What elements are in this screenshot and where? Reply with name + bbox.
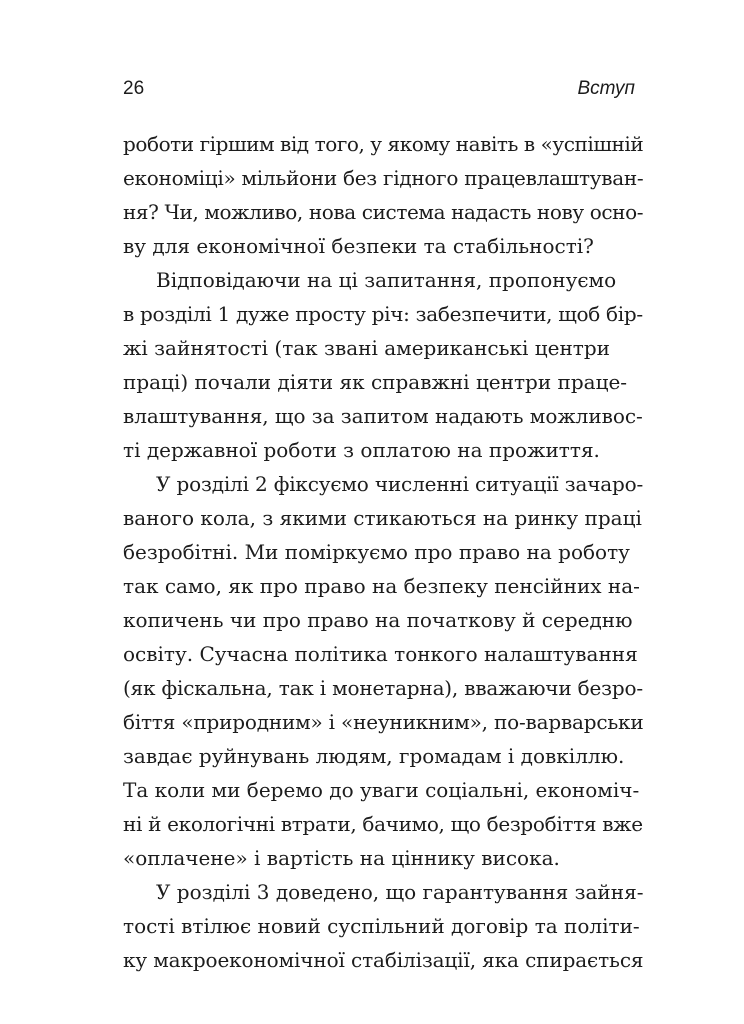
text-line: освіту. Сучасна політика тонкого налаштування [123,642,638,666]
running-head [123,76,635,102]
text-line: ваного кола, з якими стикаються на ринку праці [123,506,642,530]
text-line: ву для економічної безпеки та стабільності? [123,234,594,258]
text-line: влаштування, що за запитом надають можливос- [123,404,643,428]
page-number: 26 [123,78,145,99]
text-line: тості втілює новий суспільний договір та політи- [123,914,640,938]
text-line: економіці» мільйони без гідного працевлаштуван- [123,166,644,190]
text-line: жі зайнятості (так звані американські центри [123,336,610,360]
text-line: праці) почали діяти як справжні центри праце- [123,370,628,394]
paragraph-first-line: У розділі 3 доведено, що гарантування зайня- [156,880,644,904]
text-line: завдає руйнувань людям, громадам і довкіллю. [123,744,625,768]
text-line: ні й екологічні втрати, бачимо, що безробіття вже [123,812,643,836]
text-line: біття «природним» і «неуникним», по-варварськи [123,710,644,734]
text-line: ку макроекономічної стабілізації, яка спирається [123,948,644,972]
text-line: в розділі 1 дуже просту річ: забезпечити, щоб бір- [123,302,643,326]
text-line: копичень чи про право на початкову й середню [123,608,633,632]
text-line: Та коли ми беремо до уваги соціальні, економіч- [123,778,640,802]
body-text [123,127,643,977]
text-line: «оплачене» і вартість на ціннику висока. [123,846,560,870]
section-title: Вступ [577,78,635,99]
text-line: ня? Чи, можливо, нова система надасть нову осно- [123,200,644,224]
text-line: безробітні. Ми поміркуємо про право на роботу [123,540,630,564]
text-line: ті державної роботи з оплатою на прожиття. [123,438,600,462]
text-line: (як фіскальна, так і монетарна), вважаючи безро- [123,676,643,700]
text-line: так само, як про право на безпеку пенсійних на- [123,574,640,598]
paragraph-first-line: Відповідаючи на ці запитання, пропонуємо [156,268,617,292]
text-line: роботи гіршим від того, у якому навіть в «успішній [123,132,644,156]
paragraph-first-line: У розділі 2 фіксуємо численні ситуації зачаро- [156,472,644,496]
